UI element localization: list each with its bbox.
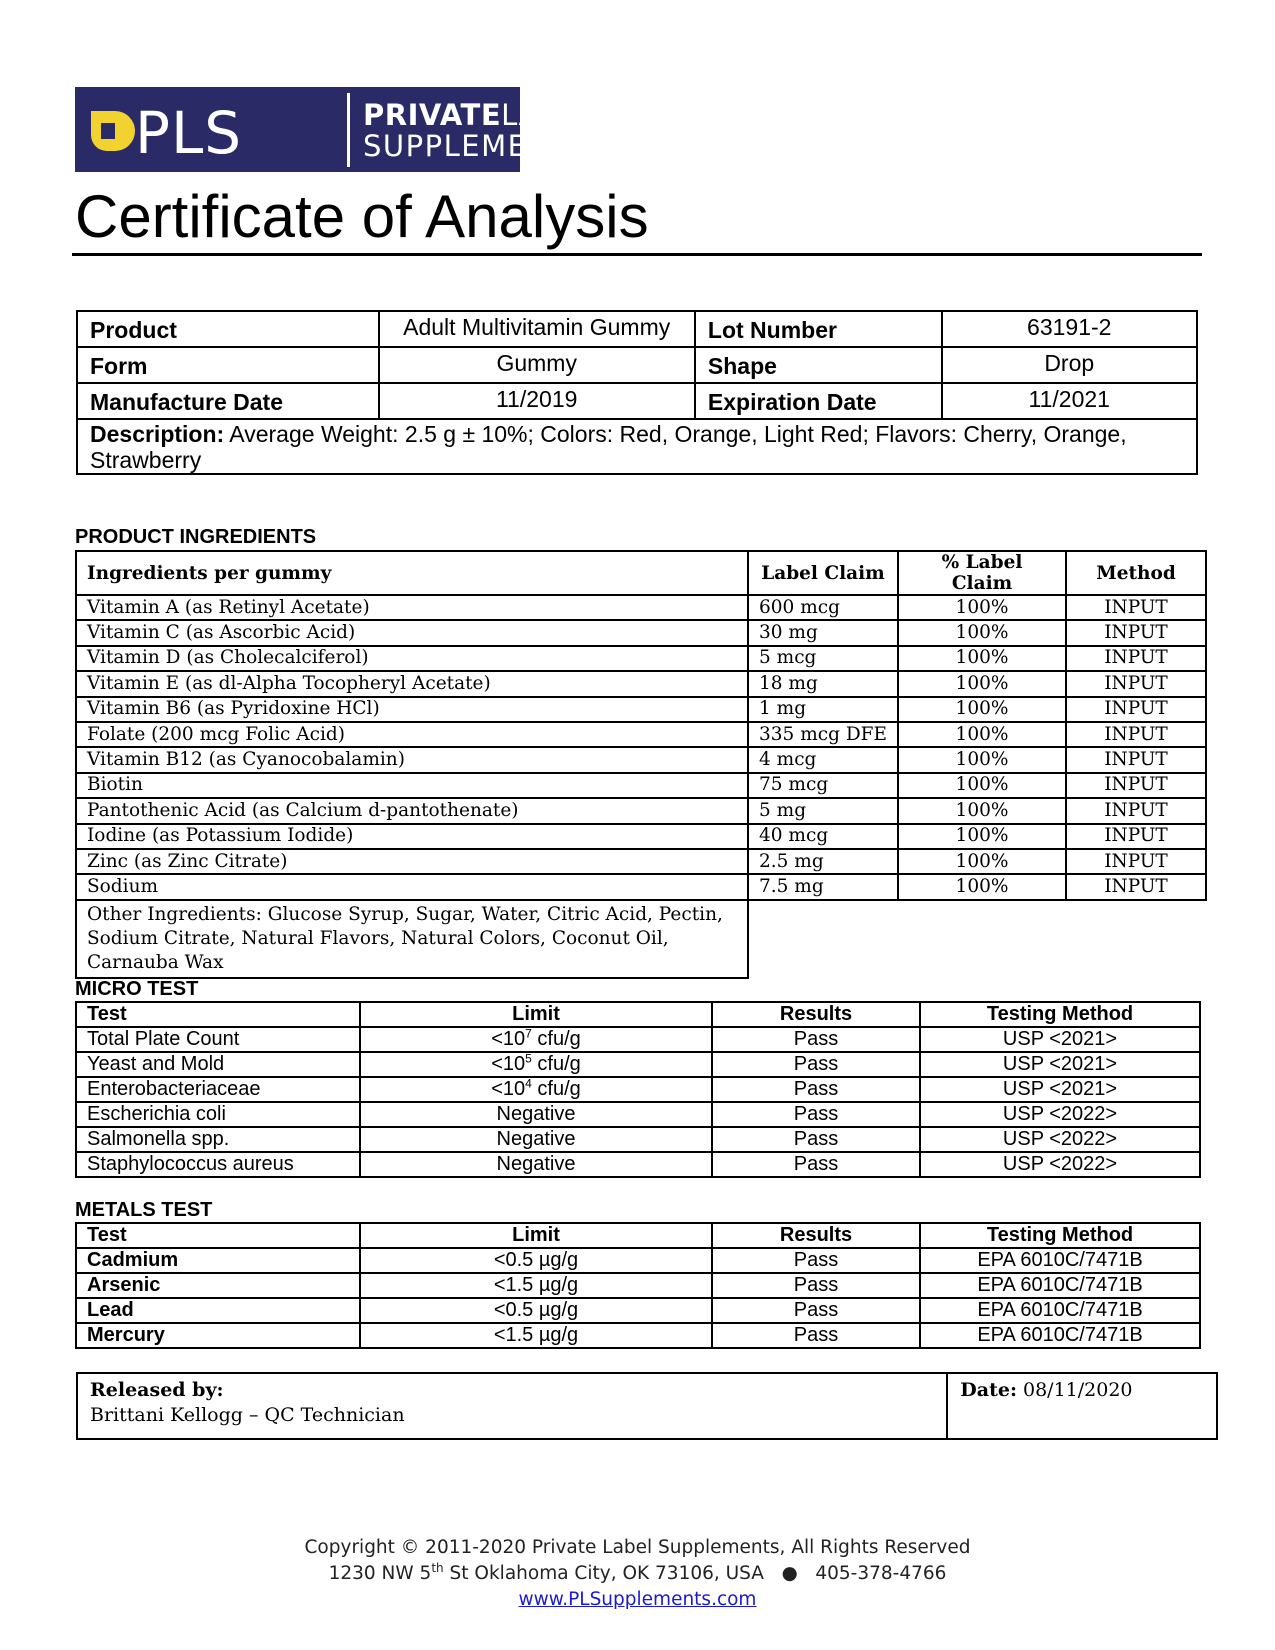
metal-method: EPA 6010C/7471B — [920, 1323, 1200, 1348]
label-claim: 30 mg — [748, 620, 898, 645]
manufacture-date-label: Manufacture Date — [77, 383, 379, 419]
metal-name: Mercury — [76, 1323, 360, 1348]
method: INPUT — [1066, 620, 1206, 645]
ingredients-heading: PRODUCT INGREDIENTS — [75, 526, 317, 548]
percent-claim: 100% — [898, 849, 1066, 874]
logo-word-supplements: SUPPLEMENTS — [363, 129, 590, 163]
product-label: Product — [77, 311, 379, 347]
method: INPUT — [1066, 671, 1206, 696]
expiration-date-value: 11/2021 — [942, 383, 1198, 419]
method: INPUT — [1066, 874, 1206, 899]
label-claim: 1 mg — [748, 697, 898, 722]
description-cell — [77, 419, 1197, 474]
ingredient-name: Vitamin D (as Cholecalciferol) — [76, 646, 748, 671]
release-date-label: Date: — [960, 1379, 1017, 1401]
percent-claim: 100% — [898, 824, 1066, 849]
test-name: Salmonella spp. — [76, 1127, 360, 1152]
micro-header-limit: Limit — [360, 1002, 712, 1027]
ingredient-name: Vitamin A (as Retinyl Acetate) — [76, 595, 748, 620]
description-value: Average Weight: 2.5 g ± 10%; Colors: Red, Orange, Light Red; Flavors: Cherry, Orange, Strawberry — [90, 421, 1127, 473]
label-claim: 600 mcg — [748, 595, 898, 620]
ingredient-row — [76, 646, 1206, 671]
label-claim: 75 mcg — [748, 773, 898, 798]
limit-unit: cfu/g — [531, 1028, 581, 1050]
label-claim: 2.5 mg — [748, 849, 898, 874]
label-claim: 40 mcg — [748, 824, 898, 849]
method: INPUT — [1066, 722, 1206, 747]
metal-result: Pass — [712, 1273, 920, 1298]
metals-header-method: Testing Method — [920, 1223, 1200, 1248]
shape-value: Drop — [942, 347, 1198, 383]
micro-header-results: Results — [712, 1002, 920, 1027]
percent-claim: 100% — [898, 874, 1066, 899]
metals-row — [76, 1298, 1200, 1323]
limit-base: Negative — [496, 1153, 576, 1175]
limit-unit: cfu/g — [531, 1078, 581, 1100]
footer-website — [0, 1589, 1275, 1610]
ingredient-row — [76, 874, 1206, 899]
released-by-cell — [77, 1373, 947, 1439]
method: INPUT — [1066, 646, 1206, 671]
metal-limit: <0.5 µg/g — [360, 1248, 712, 1273]
website-link[interactable]: www.PLSupplements.com — [518, 1589, 757, 1610]
ingredients-header-percent: % Label Claim — [898, 551, 1066, 595]
metal-name: Cadmium — [76, 1248, 360, 1273]
ingredient-name: Vitamin E (as dl-Alpha Tocopheryl Acetate) — [76, 671, 748, 696]
micro-row — [76, 1027, 1200, 1052]
micro-row — [76, 1127, 1200, 1152]
metal-result: Pass — [712, 1323, 920, 1348]
label-claim: 18 mg — [748, 671, 898, 696]
logo-wordmark — [363, 98, 595, 163]
logo-word-label: LABEL — [501, 98, 595, 132]
description-label: Description: — [90, 421, 225, 447]
percent-claim: 100% — [898, 722, 1066, 747]
ingredients-header-name: Ingredients per gummy — [76, 551, 748, 595]
micro-test-table — [75, 1001, 1201, 1178]
test-result: Pass — [712, 1052, 920, 1077]
ingredient-name: Iodine (as Potassium Iodide) — [76, 824, 748, 849]
product-value: Adult Multivitamin Gummy — [379, 311, 695, 347]
released-by-label: Released by: — [90, 1379, 224, 1401]
test-limit — [360, 1152, 712, 1177]
label-claim: 7.5 mg — [748, 874, 898, 899]
other-ingredients: Other Ingredients: Glucose Syrup, Sugar, Water, Citric Acid, Pectin, Sodium Citrate, Natural Flavors, Natural Colors, Coconut Oil, Carnauba Wax — [76, 900, 748, 978]
ingredient-row — [76, 697, 1206, 722]
form-label: Form — [77, 347, 379, 383]
metal-method: EPA 6010C/7471B — [920, 1298, 1200, 1323]
test-limit — [360, 1052, 712, 1077]
metals-header-test: Test — [76, 1223, 360, 1248]
method: INPUT — [1066, 824, 1206, 849]
product-info-table — [76, 310, 1198, 475]
metal-limit: <1.5 µg/g — [360, 1273, 712, 1298]
limit-exponent: 5 — [525, 1051, 532, 1066]
metal-method: EPA 6010C/7471B — [920, 1248, 1200, 1273]
metal-name: Arsenic — [76, 1273, 360, 1298]
percent-claim: 100% — [898, 798, 1066, 823]
ingredient-name: Sodium — [76, 874, 748, 899]
method: INPUT — [1066, 849, 1206, 874]
ingredient-name: Folate (200 mcg Folic Acid) — [76, 722, 748, 747]
test-result: Pass — [712, 1027, 920, 1052]
metal-limit: <1.5 µg/g — [360, 1323, 712, 1348]
percent-claim: 100% — [898, 747, 1066, 772]
test-method: USP <2022> — [920, 1102, 1200, 1127]
percent-claim: 100% — [898, 620, 1066, 645]
metal-method: EPA 6010C/7471B — [920, 1273, 1200, 1298]
ingredients-header-method: Method — [1066, 551, 1206, 595]
released-by-value: Brittani Kellogg – QC Technician — [90, 1404, 405, 1426]
logo-mark-text: PLS — [135, 103, 243, 159]
method: INPUT — [1066, 595, 1206, 620]
address-ordinal: th — [431, 1560, 444, 1575]
metal-result: Pass — [712, 1298, 920, 1323]
metals-test-table — [75, 1222, 1201, 1349]
test-limit — [360, 1077, 712, 1102]
ingredient-name: Vitamin B12 (as Cyanocobalamin) — [76, 747, 748, 772]
ingredients-header-claim: Label Claim — [748, 551, 898, 595]
metals-header-results: Results — [712, 1223, 920, 1248]
logo-word-private: PRIVATE — [363, 98, 502, 132]
form-value: Gummy — [379, 347, 695, 383]
logo-divider — [347, 93, 350, 167]
test-result: Pass — [712, 1077, 920, 1102]
percent-claim: 100% — [898, 773, 1066, 798]
footer-copyright: Copyright © 2011-2020 Private Label Supplements, All Rights Reserved — [304, 1537, 971, 1558]
test-name: Escherichia coli — [76, 1102, 360, 1127]
metals-row — [76, 1323, 1200, 1348]
manufacture-date-value: 11/2019 — [379, 383, 695, 419]
limit-base: Negative — [496, 1103, 576, 1125]
label-claim: 4 mcg — [748, 747, 898, 772]
release-date-value: 08/11/2020 — [1016, 1379, 1133, 1401]
method: INPUT — [1066, 747, 1206, 772]
lot-value: 63191-2 — [942, 311, 1198, 347]
ingredient-name: Vitamin B6 (as Pyridoxine HCl) — [76, 697, 748, 722]
micro-row — [76, 1052, 1200, 1077]
lot-label: Lot Number — [695, 311, 942, 347]
test-name: Yeast and Mold — [76, 1052, 360, 1077]
test-method: USP <2021> — [920, 1052, 1200, 1077]
limit-base: Negative — [496, 1128, 576, 1150]
test-method: USP <2021> — [920, 1027, 1200, 1052]
ingredient-name: Pantothenic Acid (as Calcium d-pantothenate) — [76, 798, 748, 823]
micro-header-test: Test — [76, 1002, 360, 1027]
method: INPUT — [1066, 697, 1206, 722]
ingredient-row — [76, 595, 1206, 620]
ingredient-row — [76, 620, 1206, 645]
ingredient-name: Biotin — [76, 773, 748, 798]
micro-row — [76, 1152, 1200, 1177]
title-rule — [72, 253, 1202, 256]
pls-logo-mark — [87, 103, 287, 159]
ingredients-table — [75, 550, 1207, 979]
test-method: USP <2021> — [920, 1077, 1200, 1102]
ingredient-name: Zinc (as Zinc Citrate) — [76, 849, 748, 874]
test-limit — [360, 1027, 712, 1052]
metals-test-heading: METALS TEST — [75, 1199, 213, 1221]
limit-exponent: 4 — [525, 1076, 532, 1091]
limit-unit: cfu/g — [531, 1053, 581, 1075]
release-date-cell — [947, 1373, 1217, 1439]
metal-name: Lead — [76, 1298, 360, 1323]
test-name: Enterobacteriaceae — [76, 1077, 360, 1102]
method: INPUT — [1066, 798, 1206, 823]
ingredient-row — [76, 773, 1206, 798]
label-claim: 5 mg — [748, 798, 898, 823]
metals-header-limit: Limit — [360, 1223, 712, 1248]
limit-base: <10 — [491, 1078, 526, 1100]
test-method: USP <2022> — [920, 1127, 1200, 1152]
metal-limit: <0.5 µg/g — [360, 1298, 712, 1323]
address-street: 1230 NW 5 — [328, 1563, 432, 1584]
label-claim: 5 mcg — [748, 646, 898, 671]
metals-row — [76, 1273, 1200, 1298]
micro-row — [76, 1102, 1200, 1127]
test-name: Staphylococcus aureus — [76, 1152, 360, 1177]
expiration-date-label: Expiration Date — [695, 383, 942, 419]
page-title: Certificate of Analysis — [75, 183, 649, 250]
ingredient-row — [76, 849, 1206, 874]
test-name: Total Plate Count — [76, 1027, 360, 1052]
percent-claim: 100% — [898, 697, 1066, 722]
blank-cell — [748, 900, 1206, 978]
percent-claim: 100% — [898, 671, 1066, 696]
ingredient-row — [76, 671, 1206, 696]
method: INPUT — [1066, 773, 1206, 798]
limit-base: <10 — [491, 1053, 526, 1075]
metals-row — [76, 1248, 1200, 1273]
ingredient-name: Vitamin C (as Ascorbic Acid) — [76, 620, 748, 645]
percent-claim: 100% — [898, 595, 1066, 620]
test-method: USP <2022> — [920, 1152, 1200, 1177]
ingredient-row — [76, 798, 1206, 823]
company-logo — [75, 87, 595, 172]
ingredient-row — [76, 747, 1206, 772]
limit-base: <10 — [491, 1028, 526, 1050]
test-limit — [360, 1127, 712, 1152]
release-table — [76, 1372, 1218, 1440]
micro-test-heading: MICRO TEST — [75, 978, 199, 1000]
label-claim: 335 mcg DFE — [748, 722, 898, 747]
percent-claim: 100% — [898, 646, 1066, 671]
test-result: Pass — [712, 1152, 920, 1177]
ingredient-row — [76, 722, 1206, 747]
metal-result: Pass — [712, 1248, 920, 1273]
test-limit — [360, 1102, 712, 1127]
address-rest: St Oklahoma City, OK 73106, USA ● 405-378-4766 — [443, 1563, 947, 1584]
shape-label: Shape — [695, 347, 942, 383]
micro-header-method: Testing Method — [920, 1002, 1200, 1027]
footer-address — [0, 1560, 1275, 1584]
test-result: Pass — [712, 1127, 920, 1152]
ingredient-row — [76, 824, 1206, 849]
limit-exponent: 7 — [525, 1026, 532, 1041]
test-result: Pass — [712, 1102, 920, 1127]
micro-row — [76, 1077, 1200, 1102]
